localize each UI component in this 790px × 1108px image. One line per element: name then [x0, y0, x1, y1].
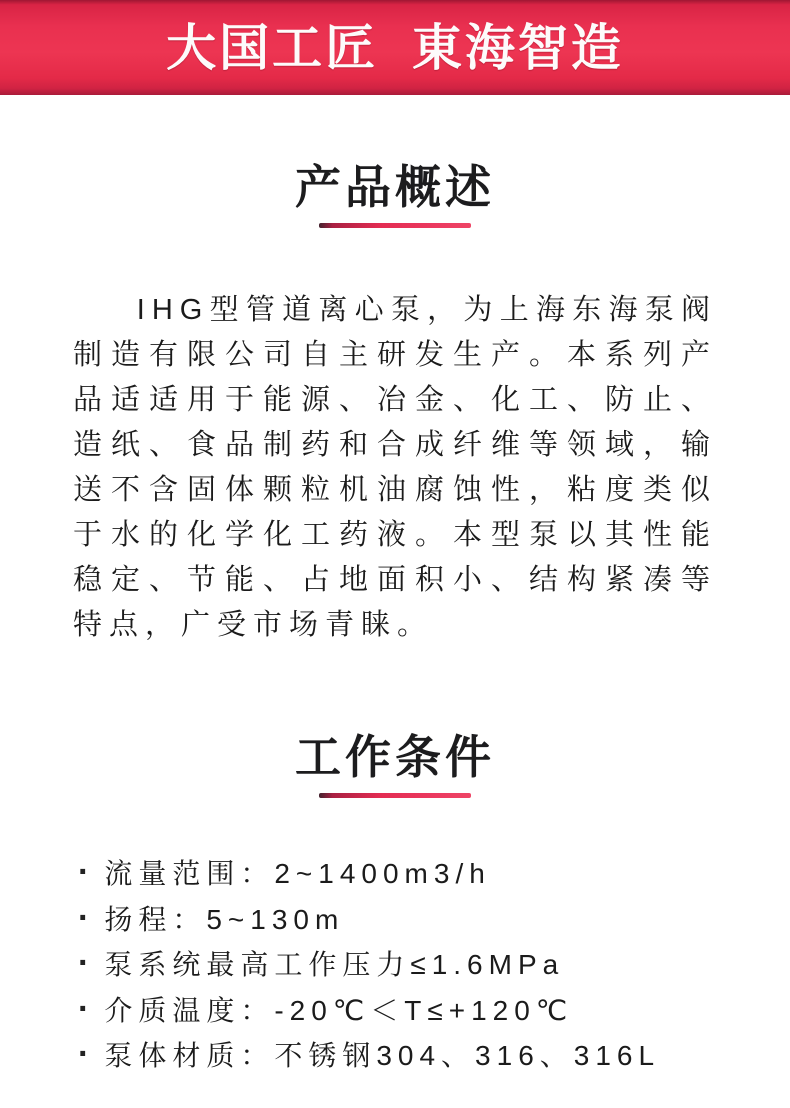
- overview-heading: 产品概述: [295, 161, 495, 213]
- condition-item-max-pressure: [78, 941, 790, 987]
- bullet-icon: ·: [78, 853, 90, 891]
- bullet-icon: ·: [78, 944, 90, 982]
- bullet-icon: ·: [78, 989, 90, 1028]
- condition-item-flow-range: [78, 850, 790, 896]
- condition-item-medium-temperature: [78, 987, 790, 1033]
- condition-item-head: [78, 896, 790, 942]
- bullet-icon: ·: [78, 1035, 90, 1073]
- conditions-heading: 工作条件: [295, 731, 495, 783]
- section-conditions: [0, 648, 790, 1078]
- section-overview: [0, 95, 790, 648]
- overview-paragraph: IHG型管道离心泵，为上海东海泵阀制造有限公司自主研发生产。本系列产品适适用于能源、冶金、化工、防止、造纸、食品制药和合成纤维等领域，输送不含固体颗粒机油腐蚀性，粘度类似于水的化学化工药液。本型泵以其性能稳定、节能、占地面积小、结构紧凑等特点，广受市场青睐。: [73, 294, 717, 641]
- conditions-list: [78, 850, 790, 1078]
- condition-text: 泵系统最高工作压力≤1.6MPa: [104, 949, 565, 980]
- conditions-heading-underline: [319, 793, 471, 798]
- condition-item-body-material: [78, 1032, 790, 1078]
- top-banner: [0, 0, 790, 95]
- condition-text: 泵体材质：不锈钢304、316、316L: [104, 1040, 661, 1071]
- condition-text: 扬程：5~130m: [104, 903, 345, 935]
- condition-text: 流量范围：2~1400m3/h: [104, 858, 491, 889]
- overview-heading-underline: [319, 223, 471, 228]
- banner-title: 大国工匠 東海智造: [166, 19, 624, 76]
- bullet-icon: ·: [78, 898, 90, 937]
- condition-text: 介质温度：-20℃＜T≤+120℃: [104, 994, 574, 1026]
